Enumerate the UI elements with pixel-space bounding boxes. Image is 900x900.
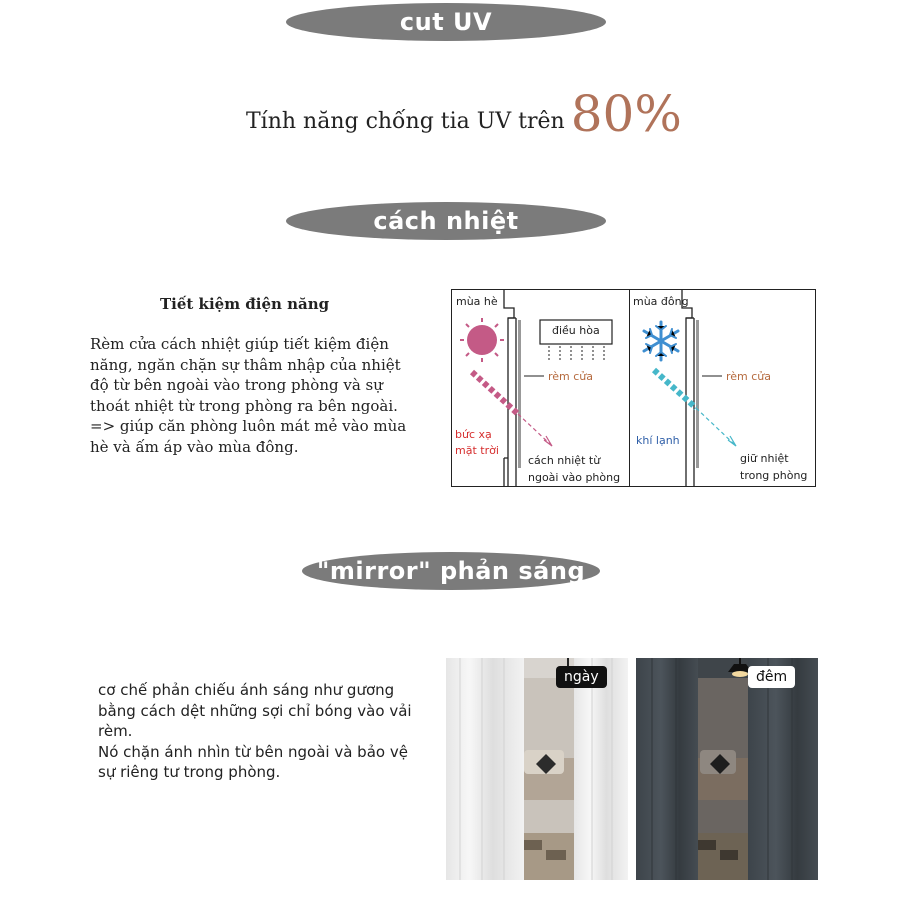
summer-note-line1: cách nhiệt từ <box>528 454 601 467</box>
winter-note-line1: giữ nhiệt <box>740 452 789 465</box>
winter-note-line2: trong phòng <box>740 469 808 482</box>
ac-label: điều hòa <box>552 324 600 337</box>
radiation-label-line1: bức xạ <box>455 428 492 441</box>
night-photo <box>636 658 818 880</box>
banner-insulation: cách nhiệt <box>286 202 606 240</box>
day-room-illustration <box>446 658 628 880</box>
radiation-label-line2: mặt trời <box>455 444 499 457</box>
uv-feature-line <box>246 86 682 142</box>
night-room-illustration <box>636 658 818 880</box>
day-label: ngày <box>556 666 607 688</box>
insulation-heading: Tiết kiệm điện năng <box>160 295 330 313</box>
banner-cut-uv: cut UV <box>286 3 606 41</box>
day-photo <box>446 658 628 880</box>
winter-season-label: mùa đông <box>633 295 689 308</box>
night-label: đêm <box>748 666 795 688</box>
summer-note-line2: ngoài vào phòng <box>528 471 621 484</box>
summer-diagram <box>451 289 638 487</box>
uv-feature-text: Tính năng chống tia UV trên <box>246 109 565 134</box>
cold-label: khí lạnh <box>636 434 680 447</box>
snowflake-icon <box>644 322 678 360</box>
winter-diagram <box>629 289 816 487</box>
banner-mirror: "mirror" phản sáng <box>302 552 600 590</box>
summer-season-label: mùa hè <box>456 295 498 308</box>
summer-curtain-label: rèm cửa <box>548 370 594 383</box>
winter-curtain-label: rèm cửa <box>726 370 772 383</box>
uv-percent: 80% <box>570 85 682 143</box>
insulation-paragraph: Rèm cửa cách nhiệt giúp tiết kiệm điện năng, ngăn chặn sự thâm nhập của nhiệt độ từ bên ngoài vào trong phòng và sự thoát nhiệt từ trong phòng ra bên ngoài. => giúp căn phòng luôn mát mẻ vào mùa hè và ấm áp vào mùa đông. <box>90 335 407 456</box>
sun-icon <box>460 318 504 362</box>
mirror-paragraph: cơ chế phản chiếu ánh sáng như gương bằng cách dệt những sợi chỉ bóng vào vải rèm. Nó chặn ánh nhìn từ bên ngoài và bảo vệ sự riêng tư trong phòng. <box>98 681 412 781</box>
